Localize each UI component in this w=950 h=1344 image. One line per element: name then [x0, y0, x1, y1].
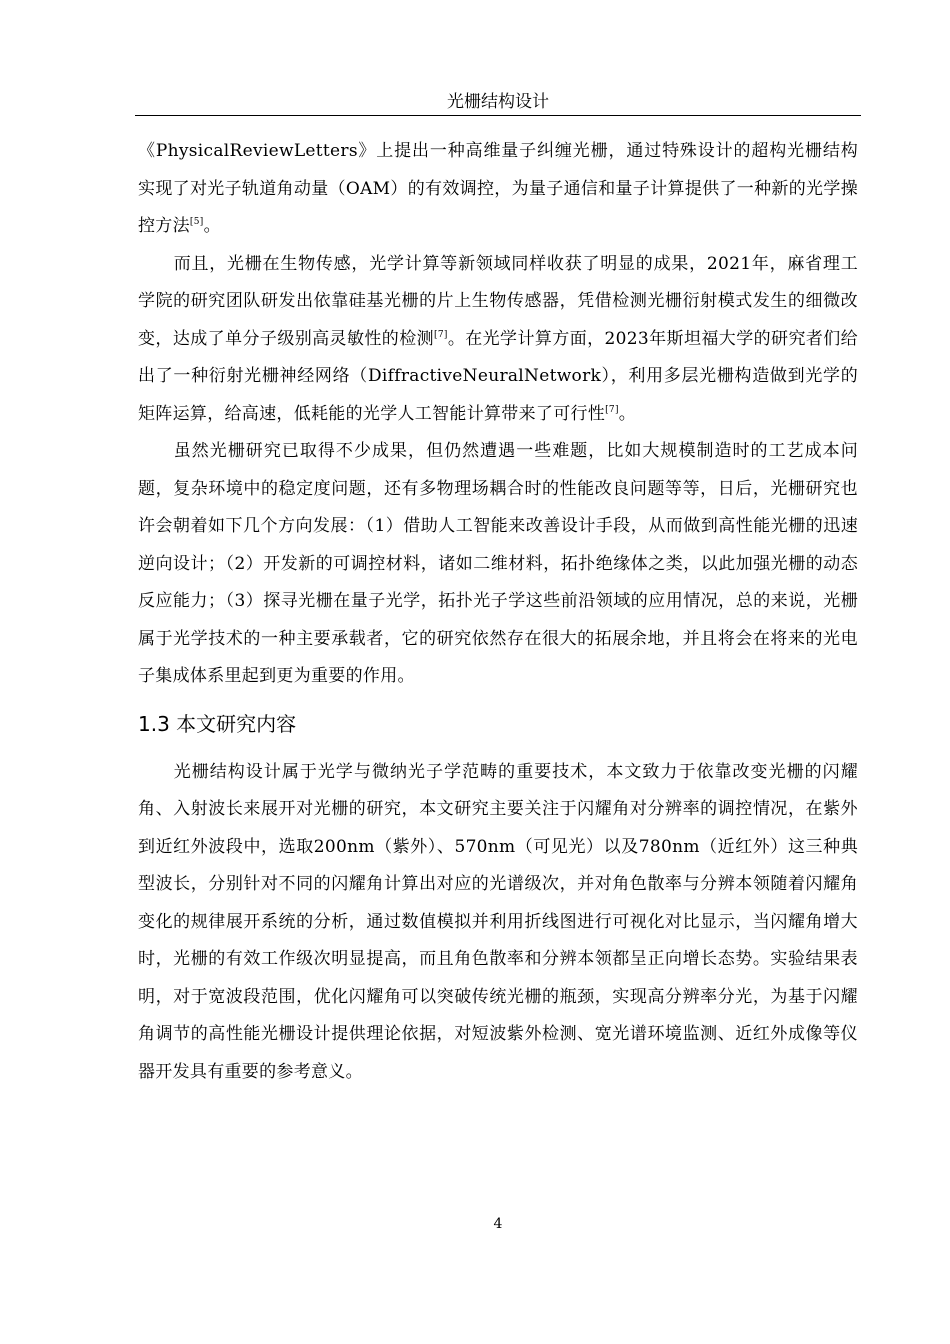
paragraph-continuation: [138, 133, 858, 246]
citation-ref: [7]: [434, 329, 448, 340]
paragraph-research-content: [138, 754, 858, 1092]
paragraph-applications: [138, 246, 858, 434]
paragraph-end: 。: [618, 403, 637, 424]
paragraph-text: 。在光学计算方面，2023年斯坦福大学的研究者们给出了一种衍射光栅神经网络（DiffractiveNeuralNetwork），利用多层光栅构造做到光学的矩阵运算，给高速，低耗能的光学人工智能计算带来了可行性: [138, 328, 858, 424]
page-number: 4: [493, 1216, 503, 1232]
paragraph-text: 虽然光栅研究已取得不少成果，但仍然遭遇一些难题，比如大规模制造时的工艺成本问题，复杂环境中的稳定度问题，还有多物理场耦合时的性能改良问题等等，日后，光栅研究也许会朝着如下几个方向发展：（1）借助人工智能来改善设计手段，从而做到高性能光栅的迅速逆向设计；（2）开发新的可调控材料，诸如二维材料，拓扑绝缘体之类，以此加强光栅的动态反应能力；（3）探寻光栅在量子光学，拓扑光子学这些前沿领域的应用情况，总的来说，光栅属于光学技术的一种主要承载者，它的研究依然存在很大的拓展余地，并且将会在将来的光电子集成体系里起到更为重要的作用。: [138, 441, 858, 686]
paragraph-text: 而且，光栅在生物传感，光学计算等新领域同样收获了明显的成果，2021年，麻省理工学院的研究团队研发出依靠硅基光栅的片上生物传感器，凭借检测光栅衍射模式发生的细微改变，达成了单分子级别高灵敏性的检测: [138, 253, 858, 349]
paragraph-text: 光栅结构设计属于光学与微纳光子学范畴的重要技术，本文致力于依靠改变光栅的闪耀角、入射波长来展开对光栅的研究，本文研究主要关注于闪耀角对分辨率的调控情况，在紫外到近红外波段中，选取200nm（紫外）、570nm（可见光）以及780nm（近红外）这三种典型波长，分别针对不同的闪耀角计算出对应的光谱级次，并对角色散率与分辨本领随着闪耀角变化的规律展开系统的分析，通过数值模拟并利用折线图进行可视化对比显示，当闪耀角增大时，光栅的有效工作级次明显提高，而且角色散率和分辨本领都呈正向增长态势。实验结果表明，对于宽波段范围，优化闪耀角可以突破传统光栅的瓶颈，实现高分辨率分光，为基于闪耀角调节的高性能光栅设计提供理论依据，对短波紫外检测、宽光谱环境监测、近红外成像等仪器开发具有重要的参考意义。: [138, 761, 858, 1082]
section-heading: 1.3 本文研究内容: [138, 711, 297, 736]
citation-ref: [7]: [605, 404, 619, 415]
paragraph-text: 《PhysicalReviewLetters》上提出一种高维量子纠缠光栅，通过特殊设计的超构光栅结构实现了对光子轨道角动量（OAM）的有效调控，为量子通信和量子计算提供了一种新的光学操控方法: [138, 141, 858, 236]
citation-ref: [5]: [189, 217, 204, 227]
page-body: [138, 133, 858, 1091]
paragraph-end: 。: [203, 216, 221, 236]
running-header: 光栅结构设计: [447, 92, 549, 112]
header-rule: [135, 115, 861, 116]
paragraph-outlook: [138, 433, 858, 696]
